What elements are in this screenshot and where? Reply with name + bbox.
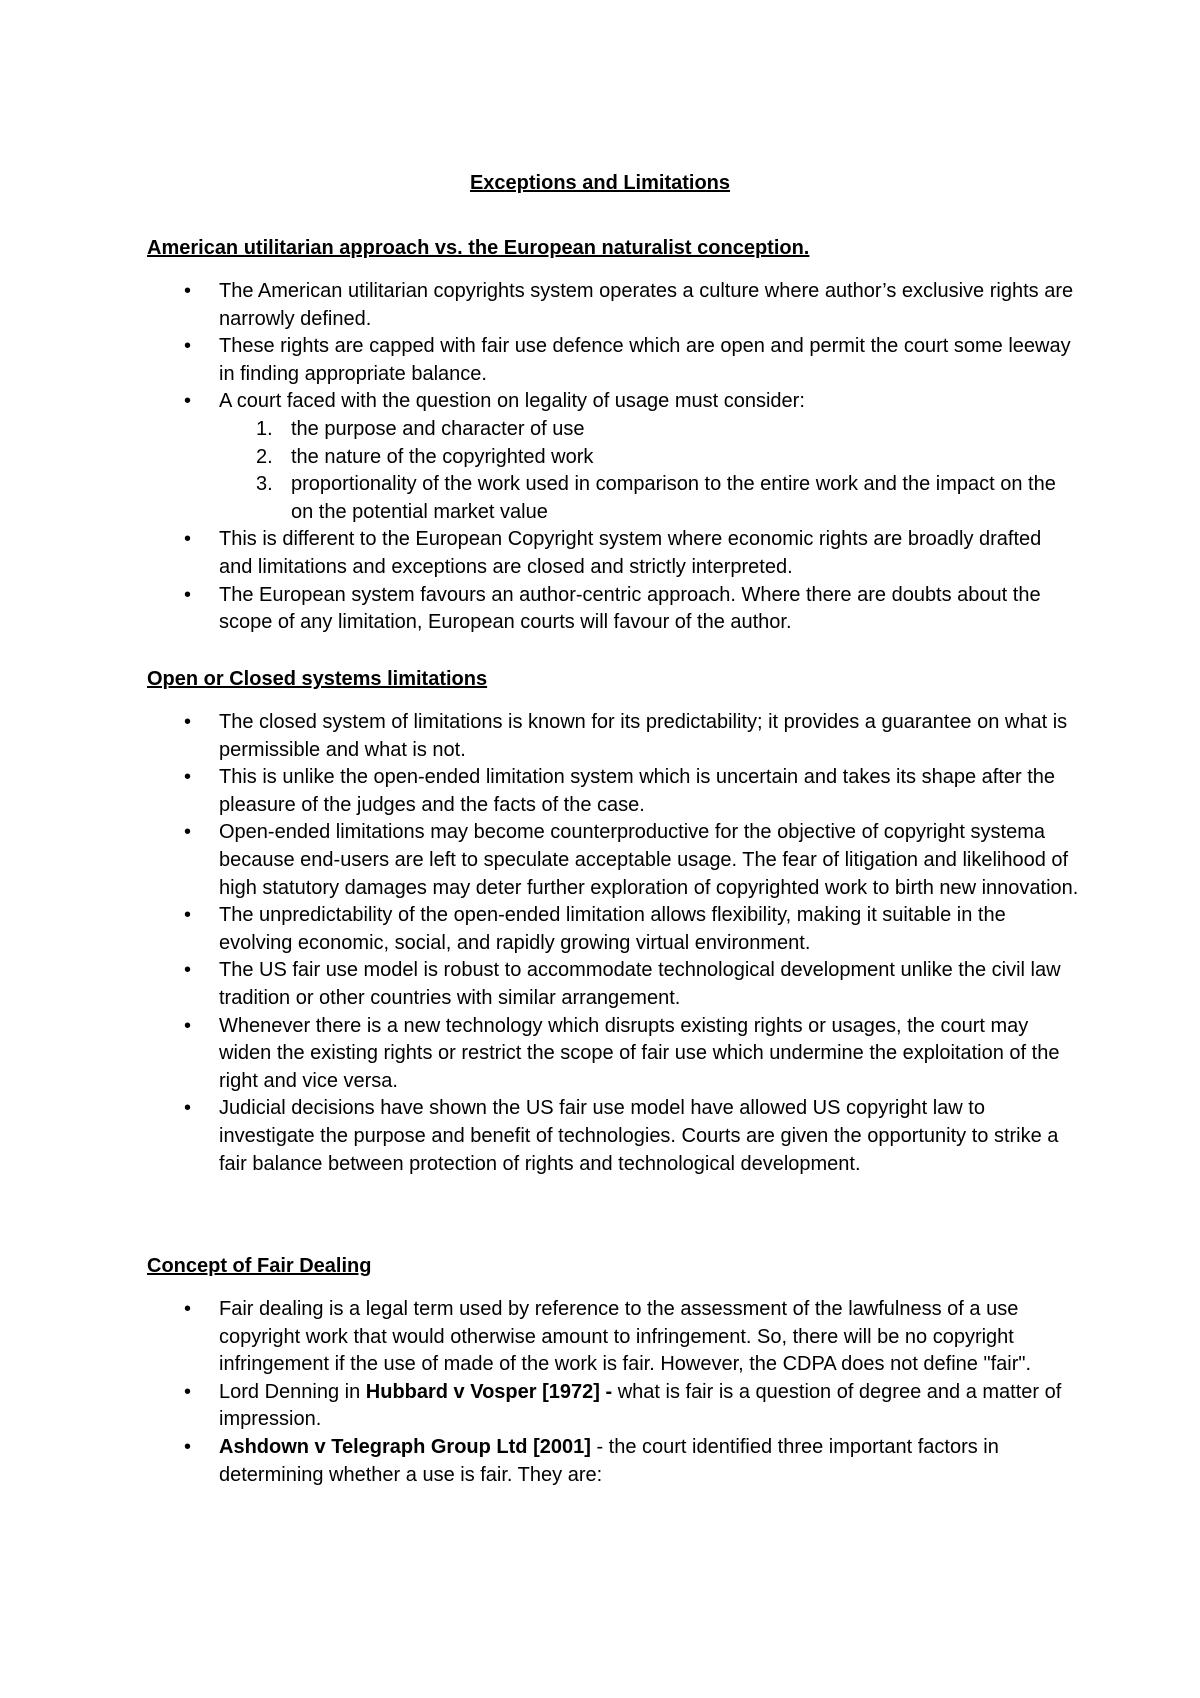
- case-citation: Hubbard v Vosper [1972] -: [365, 1380, 613, 1403]
- list-item: • The US fair use model is robust to accommodate technological development unlike the civil law tradition or other countries with similar arrangement.: [0, 957, 1200, 1012]
- list-item-text: A court faced with the question on legality of usage must consider:: [219, 390, 805, 413]
- list-item: • Fair dealing is a legal term used by reference to the assessment of the lawfulness of a use copyright work that would otherwise amount to infringement. So, there will be no copyright infringement if the use of made of the work is fair. However, the CDPA does not define "fair".: [0, 1296, 1200, 1379]
- item-text: the nature of the copyrighted work: [291, 445, 594, 468]
- case-citation: Ashdown v Telegraph Group Ltd [2001]: [219, 1435, 591, 1458]
- section-heading: American utilitarian approach vs. the European naturalist conception.: [147, 237, 810, 259]
- item-text: proportionality of the work used in comparison to the entire work and the impact on the on the potential market value: [291, 473, 1056, 523]
- section-heading: Concept of Fair Dealing: [147, 1255, 372, 1277]
- list-item-text: Lord Denning in: [219, 1380, 366, 1403]
- list-item: [0, 1434, 1200, 1489]
- section-heading: Open or Closed systems limitations: [147, 668, 488, 690]
- list-item: • Open-ended limitations may become counterproductive for the objective of copyright systema because end-users are left to speculate acceptable usage. The fear of litigation and likelihood of high statutory damages may deter further exploration of copyrighted work to birth new innovation.: [0, 819, 1200, 902]
- item-number: 3.: [256, 473, 273, 496]
- item-text: the purpose and character of use: [291, 417, 585, 440]
- numbered-list: [219, 416, 1080, 526]
- list-item: • Whenever there is a new technology which disrupts existing rights or usages, the court may widen the existing rights or restrict the scope of fair use which undermine the exploitation of the right and vice versa.: [0, 1013, 1200, 1096]
- list-item: • The unpredictability of the open-ended limitation allows flexibility, making it suitable in the evolving economic, social, and rapidly growing virtual environment.: [0, 902, 1200, 957]
- numbered-item: [219, 444, 1080, 472]
- bullet-list: [0, 278, 1200, 637]
- list-item-text: - the court identified three important factors in determining whether a use is fair. They are:: [219, 1435, 999, 1486]
- list-item: [0, 388, 1200, 526]
- list-item: • This is unlike the open-ended limitation system which is uncertain and takes its shape after the pleasure of the judges and the facts of the case.: [0, 764, 1200, 819]
- numbered-item: [219, 416, 1080, 444]
- numbered-item: [219, 471, 1080, 526]
- bullet-list: [0, 1296, 1200, 1489]
- list-item: • This is different to the European Copyright system where economic rights are broadly drafted and limitations and exceptions are closed and strictly interpreted.: [0, 526, 1200, 581]
- document-title: Exceptions and Limitations: [469, 172, 731, 194]
- list-item: [0, 1379, 1200, 1434]
- bullet-list: [0, 709, 1200, 1178]
- list-item-text: what is fair is a question of degree and a matter of impression.: [219, 1380, 1062, 1431]
- list-item: • The European system favours an author-centric approach. Where there are doubts about the scope of any limitation, European courts will favour of the author.: [0, 582, 1200, 637]
- list-item: • The American utilitarian copyrights system operates a culture where author’s exclusive rights are narrowly defined.: [0, 278, 1200, 333]
- list-item: • The closed system of limitations is known for its predictability; it provides a guarantee on what is permissible and what is not.: [0, 709, 1200, 764]
- list-item: • These rights are capped with fair use defence which are open and permit the court some leeway in finding appropriate balance.: [0, 333, 1200, 388]
- list-item: • Judicial decisions have shown the US fair use model have allowed US copyright law to investigate the purpose and benefit of technologies. Courts are given the opportunity to strike a fair balance between protection of rights and technological development.: [0, 1095, 1200, 1178]
- item-number: 1.: [256, 417, 273, 440]
- item-number: 2.: [256, 445, 273, 468]
